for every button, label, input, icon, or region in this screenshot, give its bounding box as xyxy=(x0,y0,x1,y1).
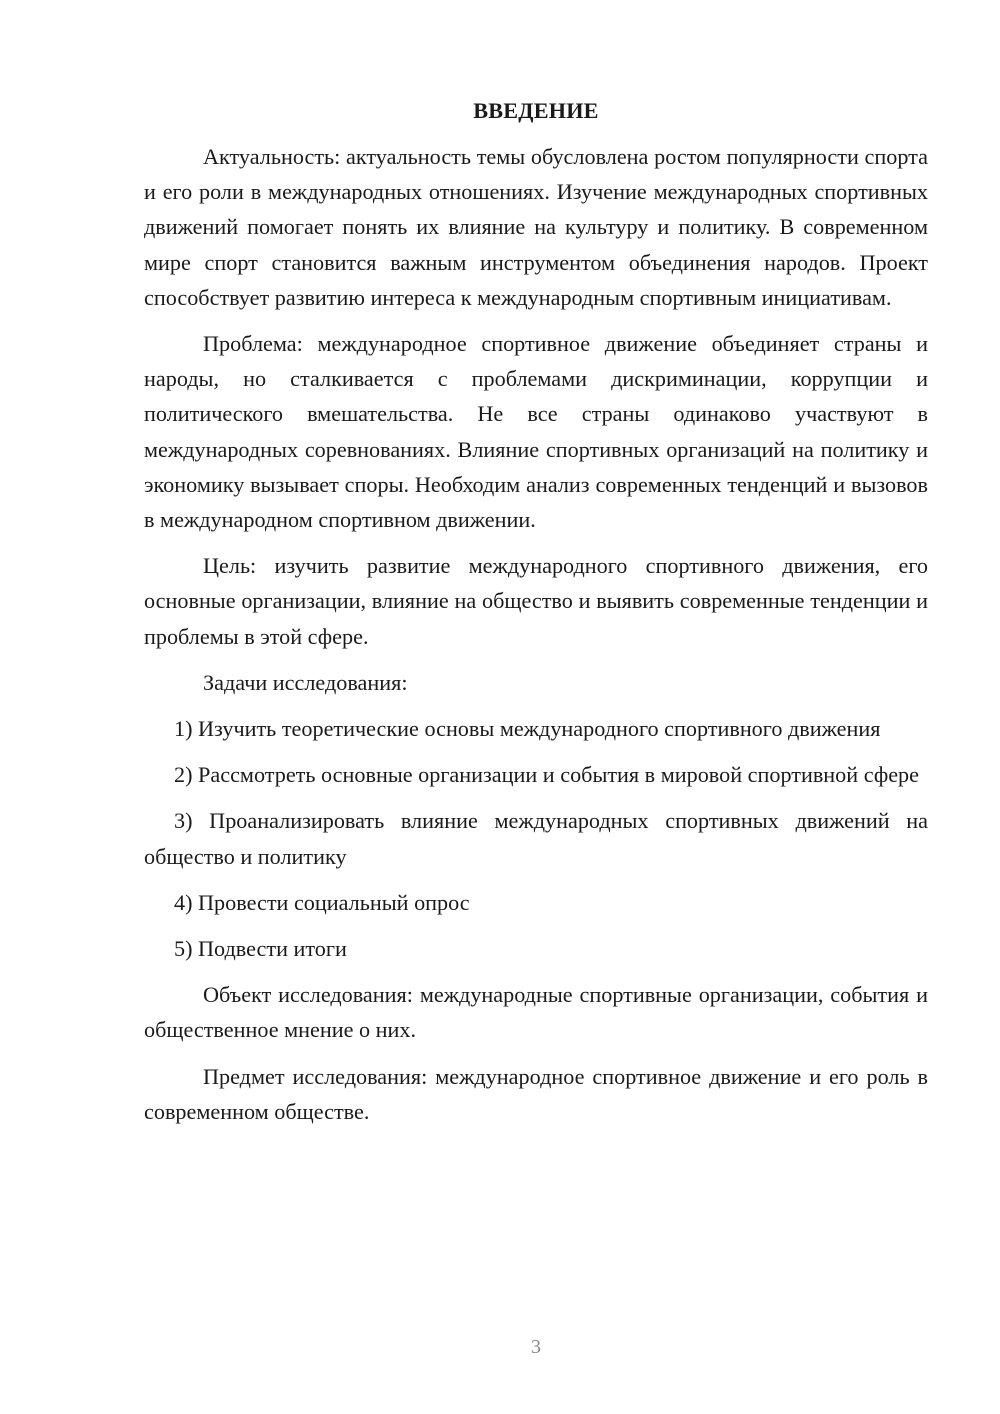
task-item-5: 5) Подвести итоги xyxy=(174,936,347,962)
relevance-paragraph: Актуальность: актуальность темы обусловлена ростом популярности спорта и его роли в международных отношениях. Изучение международных спортивных движений помогает понять их влияние на культуру и политику. В современном мире спорт становится важным инструментом объединения народов. Проект способствует развитию интереса к международным спортивным инициативам. xyxy=(144,144,928,310)
tasks-heading: Задачи исследования: xyxy=(203,669,408,695)
goal-paragraph: Цель: изучить развитие международного спортивного движения, его основные организации, влияние на общество и выявить современные тенденции и проблемы в этой сфере. xyxy=(144,553,928,649)
object-paragraph: Объект исследования: международные спортивные организации, события и общественное мнение о них. xyxy=(144,982,928,1043)
page-number: 3 xyxy=(531,1336,541,1358)
subject-paragraph: Предмет исследования: международное спортивное движение и его роль в современном обществе. xyxy=(144,1063,928,1124)
tasks-list xyxy=(144,711,928,966)
task-item-4: 4) Провести социальный опрос xyxy=(174,889,470,915)
task-item-1: 1) Изучить теоретические основы международного спортивного движения xyxy=(174,716,881,742)
task-item-3: 3) Проанализировать влияние международных спортивных движений на общество и политику xyxy=(144,808,928,869)
section-title: ВВЕДЕНИЕ xyxy=(473,98,599,123)
task-item-2: 2) Рассмотреть основные организации и события в мировой спортивной сфере xyxy=(174,762,919,788)
page-content xyxy=(144,96,928,1129)
problem-paragraph: Проблема: международное спортивное движение объединяет страны и народы, но сталкивается с проблемами дискриминации, коррупции и политического вмешательства. Не все страны одинаково участвуют в международных соревнованиях. Влияние спортивных организаций на политику и экономику вызывает споры. Необходим анализ современных тенденций и вызовов в международном спортивном движении. xyxy=(144,331,928,533)
